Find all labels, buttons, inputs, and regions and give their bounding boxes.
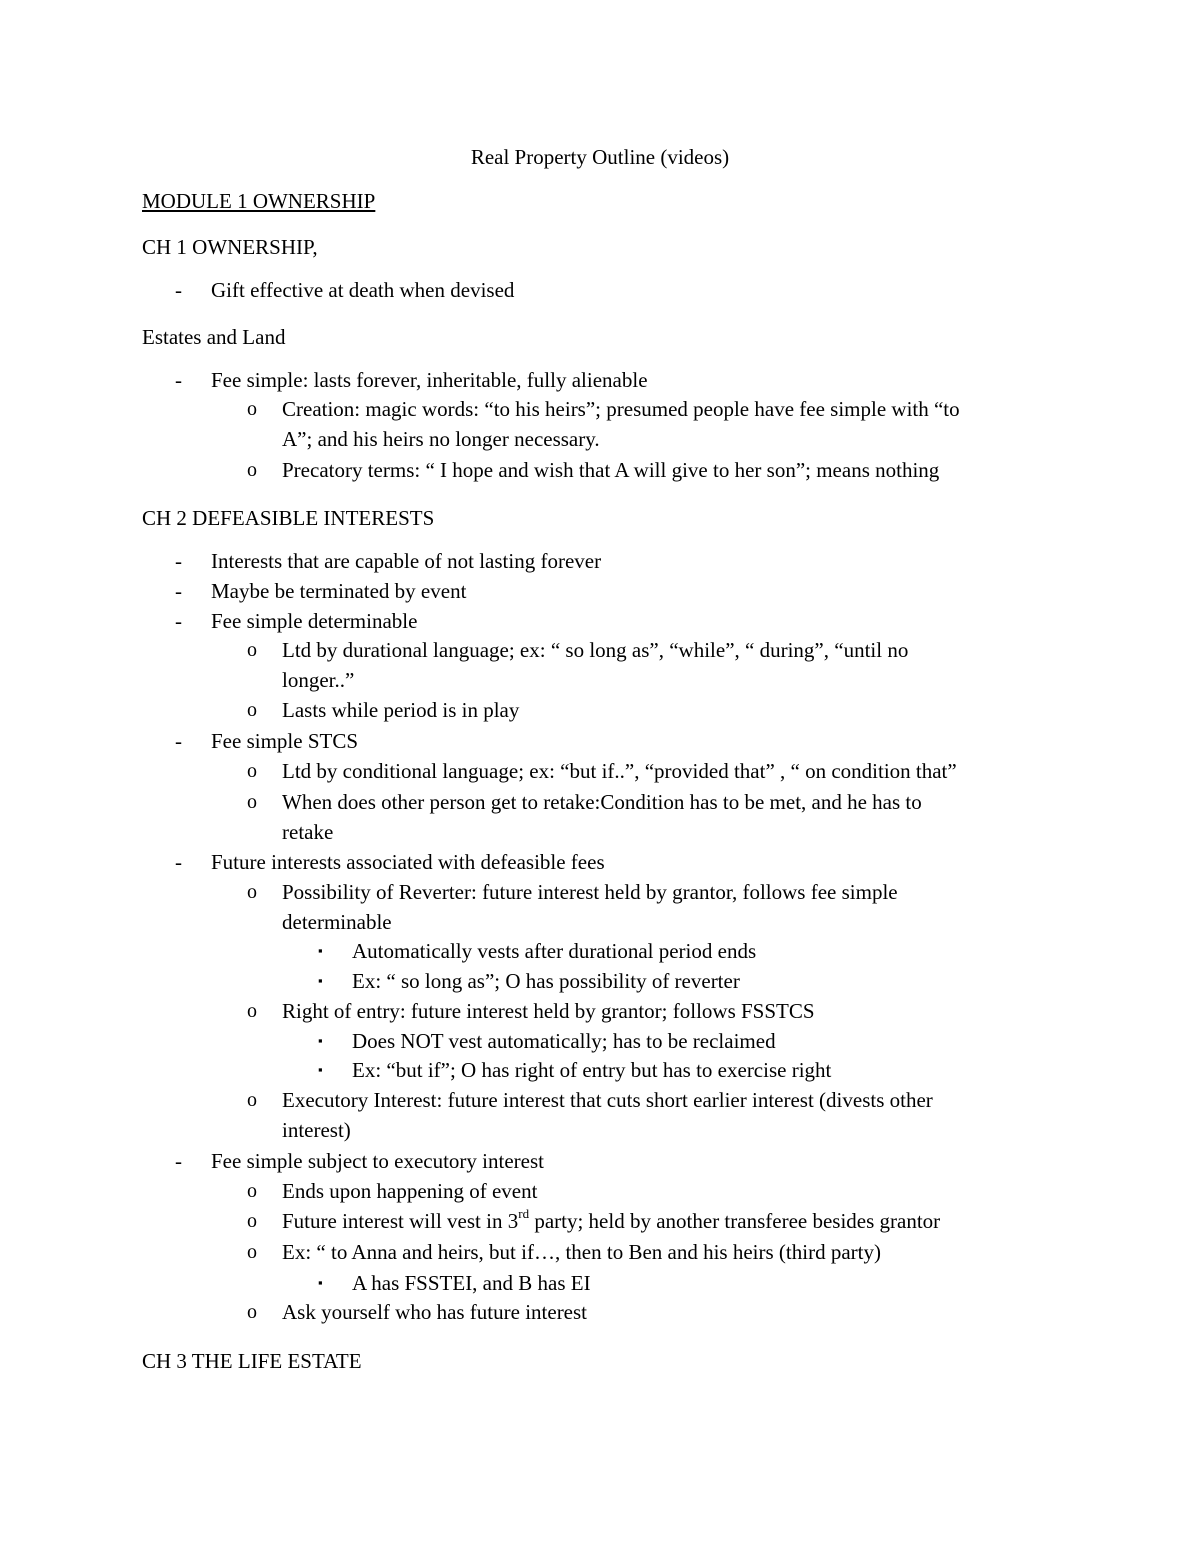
circle-marker: o [247,459,257,481]
item-text: Precatory terms: “ I hope and wish that A will give to her son”; means nothing [282,458,940,482]
list-item [247,996,815,1026]
item-text: Ends upon happening of event [282,1179,538,1203]
circle-marker: o [247,699,257,721]
item-text-post: party; held by another transferee besides grantor [529,1209,941,1233]
item-text: Creation: magic words: “to his heirs”; presumed people have fee simple with “to [282,397,960,421]
item-text: Fee simple STCS [211,729,359,753]
dash-marker: - [175,850,182,874]
item-text: Gift effective at death when devised [211,278,515,302]
list-item [175,726,359,756]
list-item [247,787,922,817]
estates-heading: Estates and Land [142,325,286,349]
item-text: Does NOT vest automatically; has to be reclaimed [352,1029,776,1053]
item-text: Fee simple determinable [211,609,418,633]
item-text: Ex: “ so long as”; O has possibility of reverter [352,969,740,993]
list-item [247,877,898,907]
dash-marker: - [175,278,182,302]
list-item [247,1237,881,1267]
item-text: determinable [282,910,392,934]
list-item [247,455,940,485]
square-marker: ▪ [318,1033,323,1048]
item-text: Right of entry: future interest held by grantor; follows FSSTCS [282,999,815,1023]
square-marker: ▪ [318,973,323,988]
item-text: Executory Interest: future interest that cuts short earlier interest (divests other [282,1088,933,1112]
circle-marker: o [247,1210,257,1232]
dash-marker: - [175,729,182,753]
ch1-item [175,275,515,305]
item-text: Ask yourself who has future interest [282,1300,588,1324]
item-text: Ltd by conditional language; ex: “but if..”, “provided that” , “ on condition that” [282,759,957,783]
list-item [247,394,960,424]
square-marker: ▪ [318,943,323,958]
item-text: Ex: “but if”; O has right of entry but has to exercise right [352,1058,832,1082]
list-item-continued [282,907,392,937]
square-marker: ▪ [318,1062,323,1077]
list-item [318,1268,591,1298]
list-item [247,1085,933,1115]
list-item-continued [282,424,600,454]
circle-marker: o [247,1301,257,1323]
circle-marker: o [247,398,257,420]
circle-marker: o [247,1180,257,1202]
list-item [247,635,909,665]
list-item-continued [282,817,333,847]
dash-marker: - [175,549,182,573]
list-item [247,756,957,786]
item-text: longer..” [282,668,355,692]
circle-marker: o [247,1000,257,1022]
list-item [318,936,757,966]
item-text: A has FSSTEI, and B has EI [352,1271,591,1295]
item-text-pre: Future interest will vest in 3 [282,1209,519,1233]
circle-marker: o [247,760,257,782]
list-item [175,576,467,606]
item-text: Maybe be terminated by event [211,579,467,603]
circle-marker: o [247,1089,257,1111]
dash-marker: - [175,579,182,603]
document-title: Real Property Outline (videos) [470,145,730,169]
item-text: Ex: “ to Anna and heirs, but if…, then to Ben and his heirs (third party) [282,1240,881,1264]
list-item [175,365,648,395]
item-text: retake [282,820,334,844]
item-text: Fee simple subject to executory interest [211,1149,544,1173]
item-text: Interests that are capable of not lasting forever [211,549,602,573]
ch1-heading: CH 1 OWNERSHIP, [142,235,318,259]
list-item [175,1146,544,1176]
dash-marker: - [175,368,182,392]
circle-marker: o [247,639,257,661]
item-text: When does other person get to retake:Condition has to be met, and he has to [282,790,922,814]
list-item [318,966,740,996]
item-text: Ltd by durational language; ex: “ so long as”, “while”, “ during”, “until no [282,638,909,662]
list-item [175,606,418,636]
ch2-heading: CH 2 DEFEASIBLE INTERESTS [142,506,435,530]
list-item [175,847,605,877]
ch3-heading: CH 3 THE LIFE ESTATE [142,1349,362,1373]
list-item [247,695,520,725]
item-text: Lasts while period is in play [282,698,520,722]
item-text: Fee simple: lasts forever, inheritable, fully alienable [211,368,648,392]
dash-marker: - [175,1149,182,1173]
item-text: A”; and his heirs no longer necessary. [282,427,600,451]
list-item [318,1026,776,1056]
circle-marker: o [247,791,257,813]
list-item [247,1176,538,1206]
list-item [175,546,602,576]
item-text: Future interests associated with defeasible fees [211,850,605,874]
module-heading: MODULE 1 OWNERSHIP [142,189,376,213]
item-text: interest) [282,1118,351,1142]
list-item-continued [282,665,354,695]
list-item [318,1055,832,1085]
item-text: Possibility of Reverter: future interest held by grantor, follows fee simple [282,880,898,904]
item-text: Automatically vests after durational period ends [352,939,757,963]
circle-marker: o [247,881,257,903]
dash-marker: - [175,609,182,633]
circle-marker: o [247,1241,257,1263]
list-item [247,1206,941,1236]
list-item [247,1297,588,1327]
square-marker: ▪ [318,1275,323,1290]
superscript: rd [518,1206,530,1221]
list-item-continued [282,1115,351,1145]
